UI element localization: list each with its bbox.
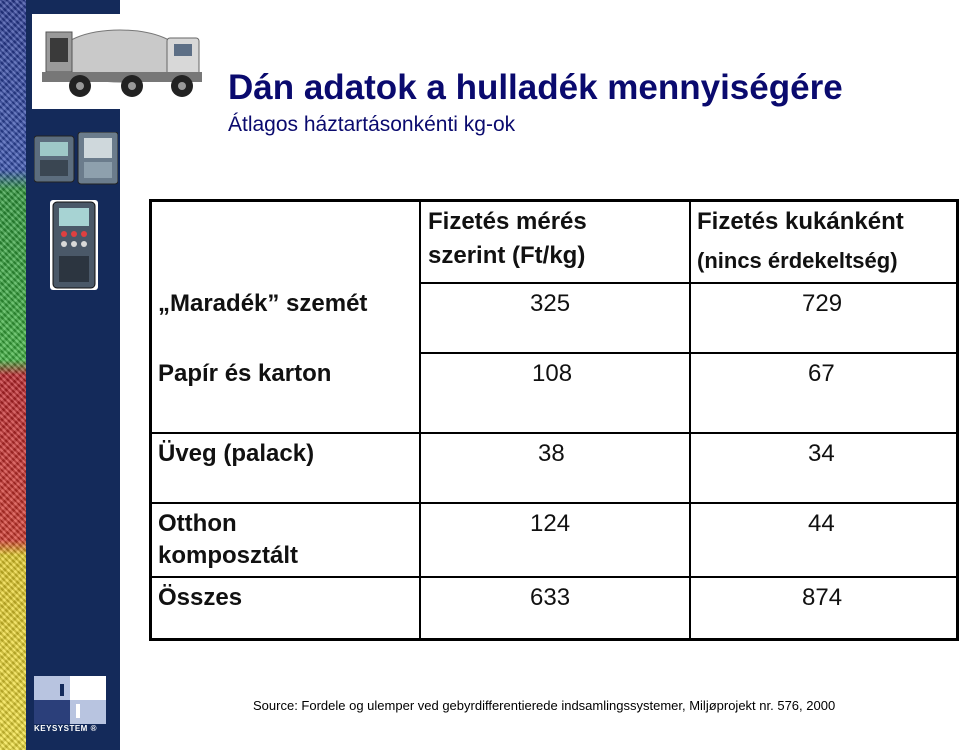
row-value-col2: 729 [802, 290, 843, 317]
column-divider [689, 202, 691, 638]
page-title: Dán adatok a hulladék mennyiségére [228, 68, 843, 107]
handheld-terminal-icon [50, 200, 98, 290]
header-col1-line1: Fizetés mérés [428, 208, 587, 235]
row-divider [152, 502, 956, 504]
source-citation: Source: Fordele og ulemper ved gebyrdifferentierede indsamlingssystemer, Miljøprojekt nr. 576, 2000 [253, 698, 836, 713]
row-divider [419, 352, 956, 354]
page-subtitle: Átlagos háztartásonkénti kg-ok [228, 113, 516, 136]
row-value-col1: 325 [530, 290, 571, 317]
row-label: Üveg (palack) [158, 440, 315, 467]
row-value-col2: 44 [808, 510, 835, 537]
row-value-col1: 633 [530, 584, 571, 611]
logo-text: KEYSYSTEM ® [34, 724, 97, 733]
waste-data-table [149, 199, 959, 641]
row-value-col2: 34 [808, 440, 835, 467]
row-label: Összes [158, 584, 243, 611]
row-label-line1: Otthon [158, 510, 237, 537]
row-value-col1: 38 [538, 440, 565, 467]
row-divider [152, 576, 956, 578]
row-value-col2: 874 [802, 584, 843, 611]
color-strip [0, 0, 26, 750]
control-panel-icon [34, 132, 118, 188]
row-divider [419, 282, 956, 284]
column-divider [419, 202, 421, 638]
waste-truck-icon [32, 14, 207, 109]
sidebar-panel [26, 0, 120, 750]
row-label: Papír és karton [158, 360, 332, 387]
row-divider [152, 432, 956, 434]
row-label: „Maradék” szemét [158, 290, 368, 317]
header-col2-line1: Fizetés kukánként [697, 208, 904, 235]
header-col1-line2: szerint (Ft/kg) [428, 242, 586, 269]
header-col2-line2: (nincs érdekeltség) [697, 248, 898, 273]
row-value-col1: 124 [530, 510, 571, 537]
row-value-col1: 108 [532, 360, 573, 387]
row-label-line2: komposztált [158, 542, 299, 569]
row-value-col2: 67 [808, 360, 835, 387]
